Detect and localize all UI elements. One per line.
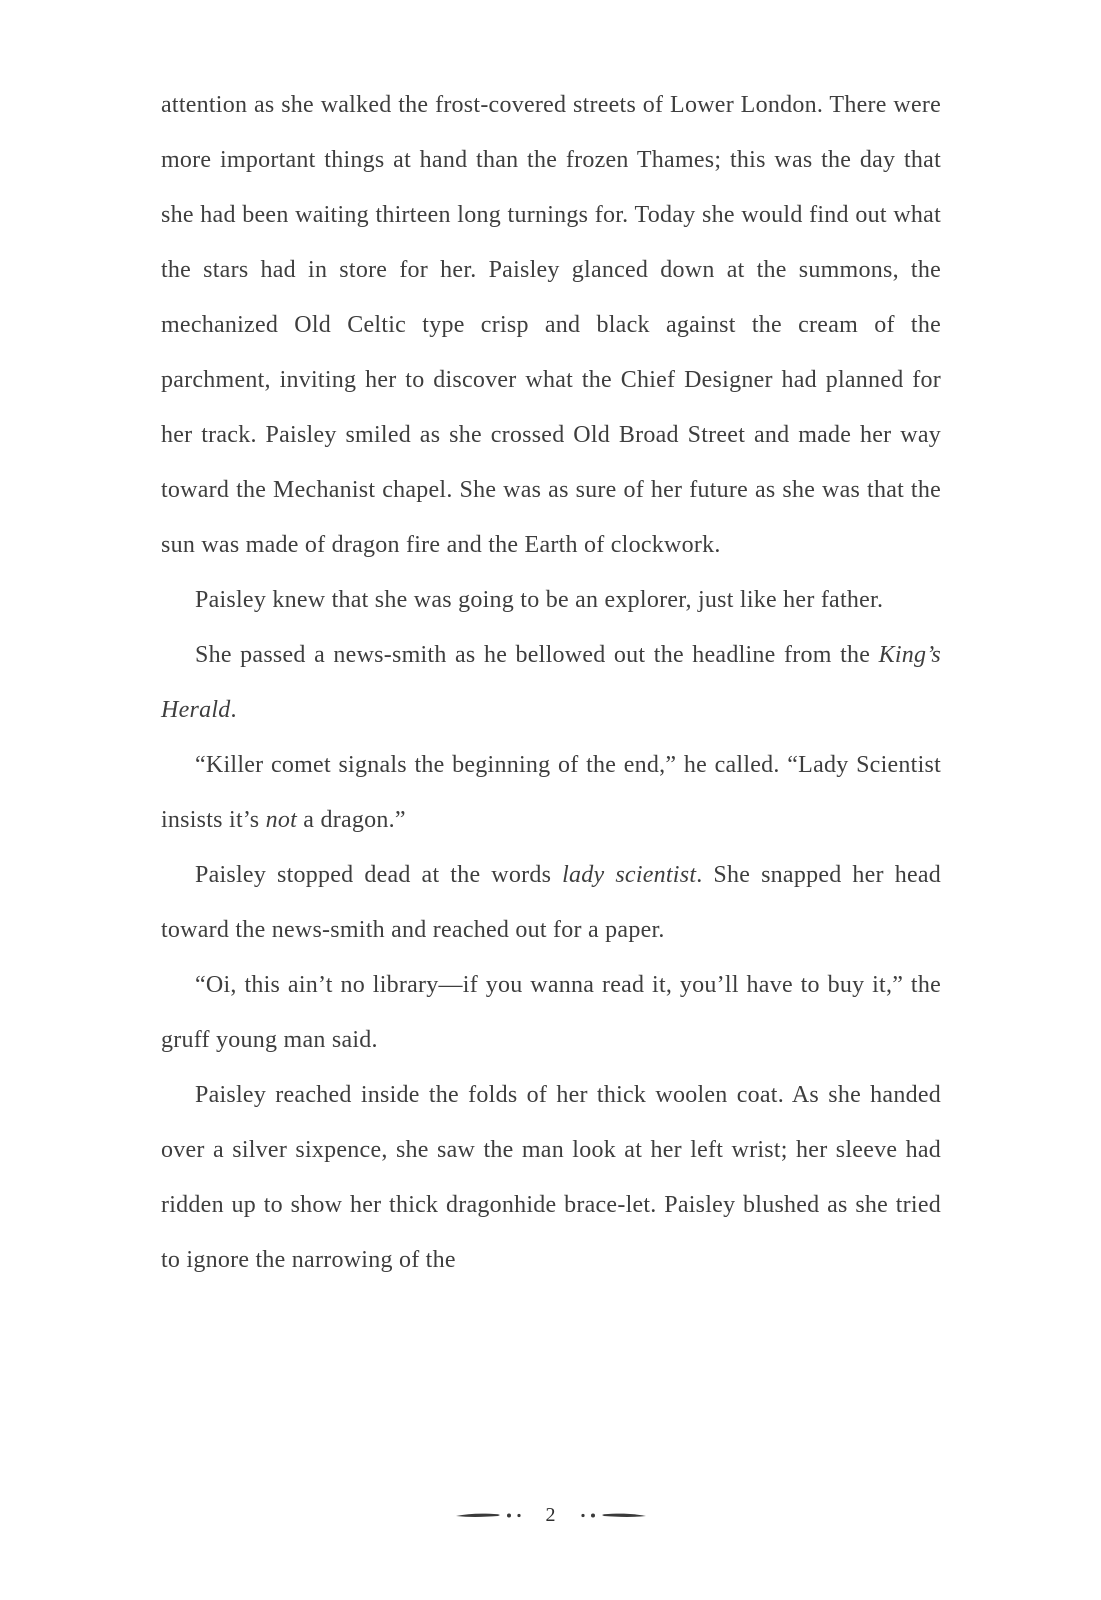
text-run: . xyxy=(230,697,237,723)
right-ornament-icon xyxy=(574,1509,648,1521)
text-run: “Killer comet signals the beginning of the end,” he called. “Lady Scientist insists it’s xyxy=(161,752,941,833)
paragraph-2 xyxy=(161,573,941,628)
left-ornament-icon xyxy=(454,1509,528,1521)
page-footer xyxy=(0,1495,1101,1535)
paragraph-7 xyxy=(161,1068,941,1288)
text-run: She passed a news-smith as he bellowed out the headline from the xyxy=(195,642,879,668)
paragraph-3 xyxy=(161,628,941,738)
text-run: a dragon.” xyxy=(297,807,406,833)
page-number: 2 xyxy=(545,1504,556,1526)
text-run: Paisley knew that she was going to be an explorer, just like her father. xyxy=(195,587,884,613)
paragraph-4 xyxy=(161,738,941,848)
text-run: Paisley reached inside the folds of her thick woolen coat. As she handed over a silver sixpence, she saw the man look at her left wrist; her sleeve had ridden up to show her thick dragonhide brace-let. Paisley blushed as she tried to ignore the narrowing of the xyxy=(161,1082,941,1273)
text-run: attention as she walked the frost-covered streets of Lower London. There were more important things at hand than the frozen Thames; this was the day that she had been waiting thirteen long turnings for. Today she would find out what the stars had in store for her. Paisley glanced down at the summons, the mechanized Old Celtic type crisp and black against the cream of the parchment, inviting her to discover what the Chief Designer had planned for her track. Paisley smiled as she crossed Old Broad Street and made her way toward the Mechanist chapel. She was as sure of her future as she was that the sun was made of dragon fire and the Earth of clockwork. xyxy=(161,92,941,558)
paragraph-6 xyxy=(161,958,941,1068)
italic-text: King’s Herald xyxy=(161,642,941,723)
body-text xyxy=(161,78,941,1288)
italic-text: not xyxy=(265,807,298,833)
text-run: Paisley stopped dead at the words xyxy=(195,862,563,888)
text-run: “Oi, this ain’t no library—if you wanna read it, you’ll have to buy it,” the gruff young man said. xyxy=(161,972,941,1053)
paragraph-5 xyxy=(161,848,941,958)
paragraph-1 xyxy=(161,78,941,573)
italic-text: lady scientist xyxy=(562,862,697,888)
text-run: . She snapped her head toward the news-smith and reached out for a paper. xyxy=(161,862,942,943)
